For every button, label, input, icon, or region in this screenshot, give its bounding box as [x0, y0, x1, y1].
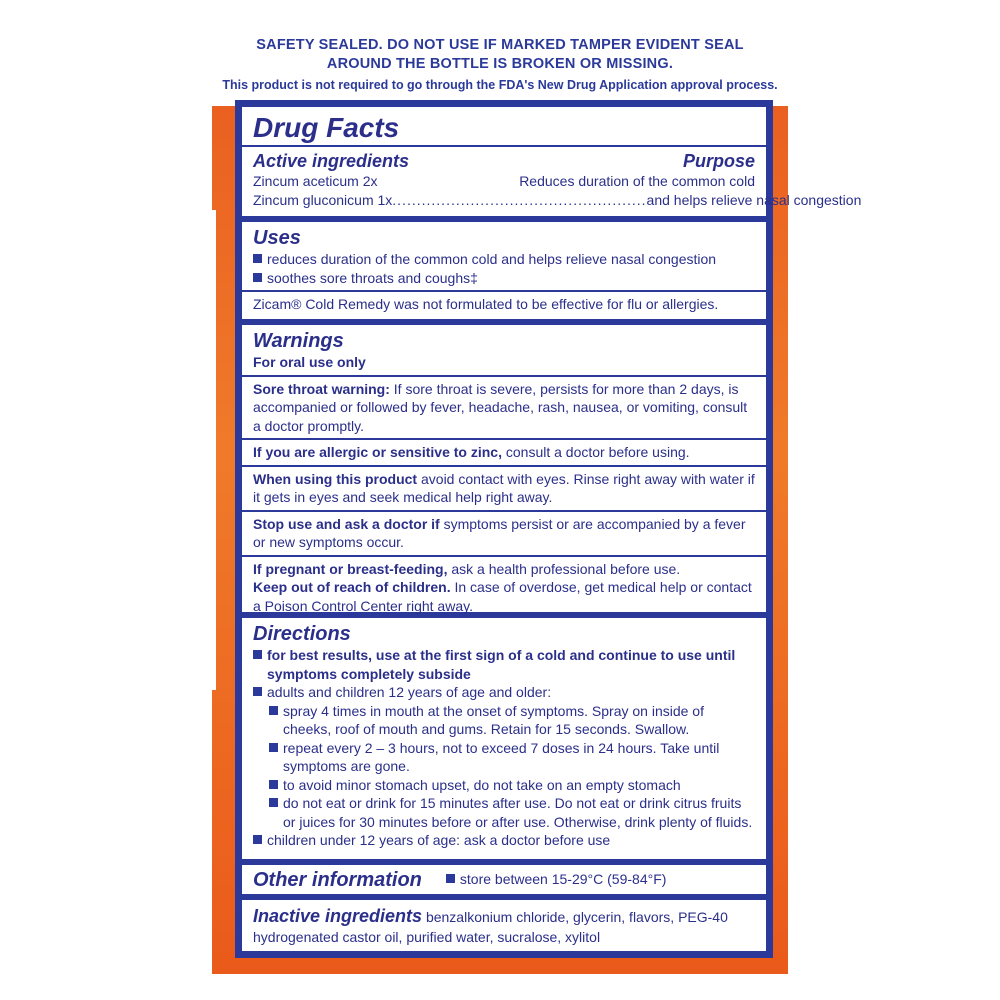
- inactive-ingredients-heading: Inactive ingredients: [253, 906, 423, 926]
- ingredient-2: Zincum gluconicum 1x: [253, 191, 393, 208]
- bullet-square-icon: [446, 874, 455, 883]
- bullet-square-icon: [269, 706, 278, 715]
- directions-heading: Directions: [253, 623, 351, 645]
- when-using-warning: When using this product avoid contact with eyes. Rinse right away with water if it gets in eyes and seek medical help right away.: [253, 470, 755, 505]
- drug-facts-box: [242, 107, 862, 216]
- other-information-box: [242, 865, 766, 894]
- uses-note: Zicam® Cold Remedy was not formulated to be effective for flu or allergies.: [253, 296, 719, 312]
- inactive-ingredients-box: [242, 900, 766, 951]
- other-information-heading: Other information: [253, 868, 422, 891]
- bullet-square-icon: [253, 273, 262, 282]
- uses-heading: Uses: [253, 227, 301, 249]
- pregnancy-warning: If pregnant or breast-feeding, ask a health professional before use.: [253, 560, 681, 577]
- warnings-box: [242, 325, 766, 612]
- bullet-square-icon: [253, 254, 262, 263]
- tamper-seal-warning: SAFETY SEALED. DO NOT USE IF MARKED TAMPER EVIDENT SEAL AROUND THE BOTTLE IS BROKEN OR MISSING.: [256, 37, 744, 72]
- bullet-square-icon: [269, 780, 278, 789]
- purpose-heading: Purpose: [682, 151, 755, 171]
- list-item: children under 12 years of age: ask a doctor before use: [253, 831, 755, 850]
- bullet-square-icon: [269, 743, 278, 752]
- sore-throat-warning: Sore throat warning: If sore throat is severe, persists for more than 2 days, is accompanied or followed by fever, headache, rash, nausea, or vomiting, consult a doctor promptly.: [253, 380, 748, 434]
- fda-note: This product is not required to go through the FDA's New Drug Application approval process.: [222, 78, 778, 92]
- oral-use-note: For oral use only: [253, 354, 366, 370]
- storage-info: store between 15-29°C (59-84°F): [446, 870, 667, 889]
- list-item: soothes sore throats and coughs‡: [253, 269, 755, 288]
- list-item: spray 4 times in mouth at the onset of symptoms. Spray on inside of cheeks, roof of mouth and gums. Retain for 15 seconds. Swallow.: [253, 702, 755, 739]
- purpose-2: and helps relieve nasal congestion: [646, 191, 862, 208]
- list-item: repeat every 2 – 3 hours, not to exceed 7 doses in 24 hours. Take until symptoms are gone.: [253, 739, 755, 776]
- list-item: reduces duration of the common cold and helps relieve nasal congestion: [253, 250, 755, 269]
- purpose-1: Reduces duration of the common cold: [519, 173, 755, 189]
- bullet-square-icon: [253, 687, 262, 696]
- list-item: adults and children 12 years of age and older:: [253, 683, 755, 702]
- uses-box: [242, 222, 766, 319]
- list-item: to avoid minor stomach upset, do not take on an empty stomach: [253, 776, 755, 795]
- active-ingredients-heading: Active ingredients: [253, 151, 410, 171]
- inactive-ingredients: Inactive ingredients benzalkonium chloride, glycerin, flavors, PEG-40 hydrogenated castor oil, purified water, sucralose, xylitol: [253, 906, 728, 945]
- bullet-square-icon: [253, 650, 262, 659]
- ingredient-1: Zincum aceticum 2x: [253, 173, 378, 189]
- drug-facts-panel: [235, 100, 862, 958]
- bullet-square-icon: [253, 835, 262, 844]
- stop-use-warning: Stop use and ask a doctor if symptoms persist or are accompanied by a fever or new symptoms occur.: [253, 515, 746, 550]
- allergy-warning: If you are allergic or sensitive to zinc, consult a doctor before using.: [253, 444, 690, 460]
- drug-facts-title: Drug Facts: [253, 112, 400, 143]
- directions-box: [242, 618, 766, 859]
- warnings-heading: Warnings: [253, 330, 344, 352]
- list-item: do not eat or drink for 15 minutes after use. Do not eat or drink citrus fruits or juices for 30 minutes before or after use. Otherwise, drink plenty of fluids.: [253, 794, 755, 831]
- leader-dots: ....................................................: [392, 191, 647, 208]
- keep-out-of-reach-warning: Keep out of reach of children. In case of overdose, get medical help or contact a Poison Control Center right away.: [253, 579, 752, 614]
- carton-fold-line: [212, 210, 216, 690]
- bullet-square-icon: [269, 798, 278, 807]
- list-item: for best results, use at the first sign of a cold and continue to use until symptoms completely subside: [253, 646, 755, 683]
